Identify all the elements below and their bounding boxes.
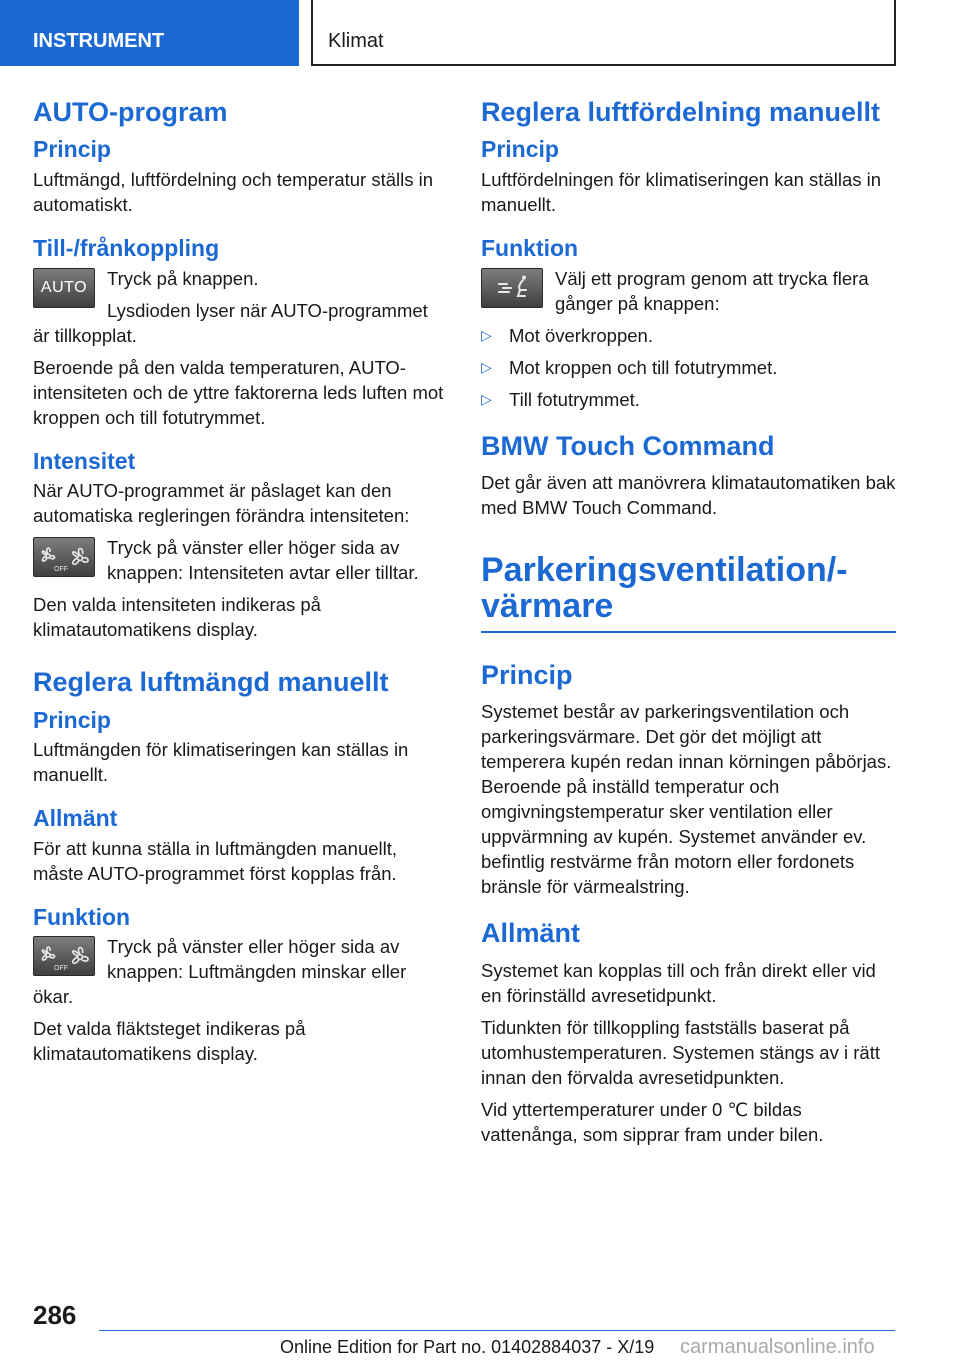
list-item xyxy=(481,323,896,348)
footer-rule xyxy=(99,1330,895,1331)
fan-off-button-icon xyxy=(33,537,95,577)
right-column xyxy=(481,96,896,1154)
fan-off-label: OFF xyxy=(54,566,68,574)
allmant-text-park-2: Tidunkten för tillkoppling fastställs baserat på utomhustemperaturen. Systemen stängs av i rätt innan den förvalda avresetidpunkten. xyxy=(481,1016,880,1088)
air-distribution-list xyxy=(481,323,896,412)
list-item-text: Mot kroppen och till fotutrymmet. xyxy=(509,356,778,378)
princip-heading-2: Princip xyxy=(33,706,111,733)
funktion-heading: Funktion xyxy=(33,903,131,930)
bullet-triangle-icon: ▷ xyxy=(481,326,492,343)
funktion-heading-r: Funktion xyxy=(481,234,579,261)
allmant-heading: Allmänt xyxy=(33,805,118,832)
till-text-3: Beroende på den valda temperaturen, AUTO-intensiteten och de yttre faktorerna leds luften mot kroppen och till fotutrymmet. xyxy=(33,356,444,428)
fan-off-button-icon-2 xyxy=(33,936,95,976)
reglera-luftfordelning-heading: Reglera luftfördelning manuellt xyxy=(481,97,881,127)
princip-heading-park: Princip xyxy=(481,660,573,691)
auto-button-block xyxy=(33,266,448,355)
fan-off-label-2: OFF xyxy=(54,965,68,973)
air-distribution-block xyxy=(481,266,896,323)
watermark: carmanualsonline.info xyxy=(680,1336,875,1358)
list-item xyxy=(481,387,896,412)
princip-text-r: Luftfördelningen för klimatiseringen kan ställas in manuellt. xyxy=(481,168,882,215)
allmant-text-park-1: Systemet kan kopplas till och från direkt eller vid en förinställd avresetidpunkt. xyxy=(481,959,876,1006)
funktion-text-1: Tryck på vänster eller höger sida av knappen: Luftmängden minskar eller ökar. xyxy=(33,936,407,1008)
allmant-heading-park: Allmänt xyxy=(481,918,581,949)
auto-button-label: AUTO xyxy=(40,278,88,296)
air-distribution-graphic xyxy=(482,269,543,308)
fan-button-block-2 xyxy=(33,934,448,1016)
intensitet-text-3: Den valda intensiteten indikeras på klimatautomatikens display. xyxy=(33,594,321,641)
fan-icon-graphic-2 xyxy=(34,937,95,976)
funktion-text-2: Det valda fläktsteget indikeras på klimatautomatikens display. xyxy=(33,1018,306,1065)
list-item xyxy=(481,355,896,380)
till-text-2: Lysdioden lyser när AUTO-programmet är tillkopplat. xyxy=(33,299,428,346)
section-tab: INSTRUMENT xyxy=(0,0,299,66)
list-item-text: Till fotutrymmet. xyxy=(509,388,640,410)
edition-note: Online Edition for Part no. 01402884037 - X/19 xyxy=(280,1337,655,1357)
fan-button-block xyxy=(33,535,448,592)
allmant-text-park-3: Vid yttertemperaturer under 0 ℃ bildas vattenånga, som sipprar fram under bilen. xyxy=(481,1098,824,1145)
princip-text-2: Luftmängden för klimatiseringen kan ställas in manuellt. xyxy=(33,739,409,786)
auto-button-icon xyxy=(33,268,95,308)
bmw-touch-command-text: Det går även att manövrera klimatautomatiken bak med BMW Touch Command. xyxy=(481,471,896,518)
princip-heading-r: Princip xyxy=(481,136,559,163)
princip-text: Luftmängd, luftfördelning och temperatur ställs in automatiskt. xyxy=(33,168,434,215)
intensitet-heading: Intensitet xyxy=(33,447,136,474)
intensitet-text-1: När AUTO-programmet är påslaget kan den automatiska regleringen förändra intensiteten: xyxy=(33,480,410,527)
intensitet-text-2: Tryck på vänster eller höger sida av knappen: Intensiteten avtar eller tilltar. xyxy=(107,537,419,584)
left-column xyxy=(33,96,448,1073)
page-header xyxy=(0,0,960,66)
till-fran-heading: Till-/frånkoppling xyxy=(33,234,220,261)
reglera-luftmangd-heading: Reglera luftmängd manuellt xyxy=(33,667,389,698)
bmw-touch-command-heading: BMW Touch Command xyxy=(481,430,775,461)
chapter-title: Klimat xyxy=(311,0,896,66)
fan-icon-graphic xyxy=(34,538,95,577)
page-number: 286 xyxy=(33,1300,77,1330)
auto-program-heading: AUTO-program xyxy=(33,97,228,127)
parkeringsventilation-heading: Parkeringsventilation/-värmare xyxy=(481,552,896,633)
till-text-1: Tryck på knappen. xyxy=(107,267,259,289)
funktion-text-r: Välj ett program genom att trycka flera gånger på knappen: xyxy=(555,267,869,314)
bullet-triangle-icon: ▷ xyxy=(481,390,492,407)
air-distribution-button-icon xyxy=(481,268,543,308)
allmant-text: För att kunna ställa in luftmängden manuellt, måste AUTO-programmet först kopplas från. xyxy=(33,837,398,884)
princip-text-park: Systemet består av parkeringsventilation och parkeringsvärmare. Det gör det möjligt att temperera kupén redan innan körningen påbörjas. Beroende på inställd temperatur och omgivningstemperatur sker ventilation eller uppvärmning av kupén. Systemet använder ev. befintlig restvärme från motorn eller fordonets bränsle för värmealstring. xyxy=(481,701,892,898)
princip-heading: Princip xyxy=(33,136,111,163)
bullet-triangle-icon: ▷ xyxy=(481,358,492,375)
list-item-text: Mot överkroppen. xyxy=(509,324,653,346)
